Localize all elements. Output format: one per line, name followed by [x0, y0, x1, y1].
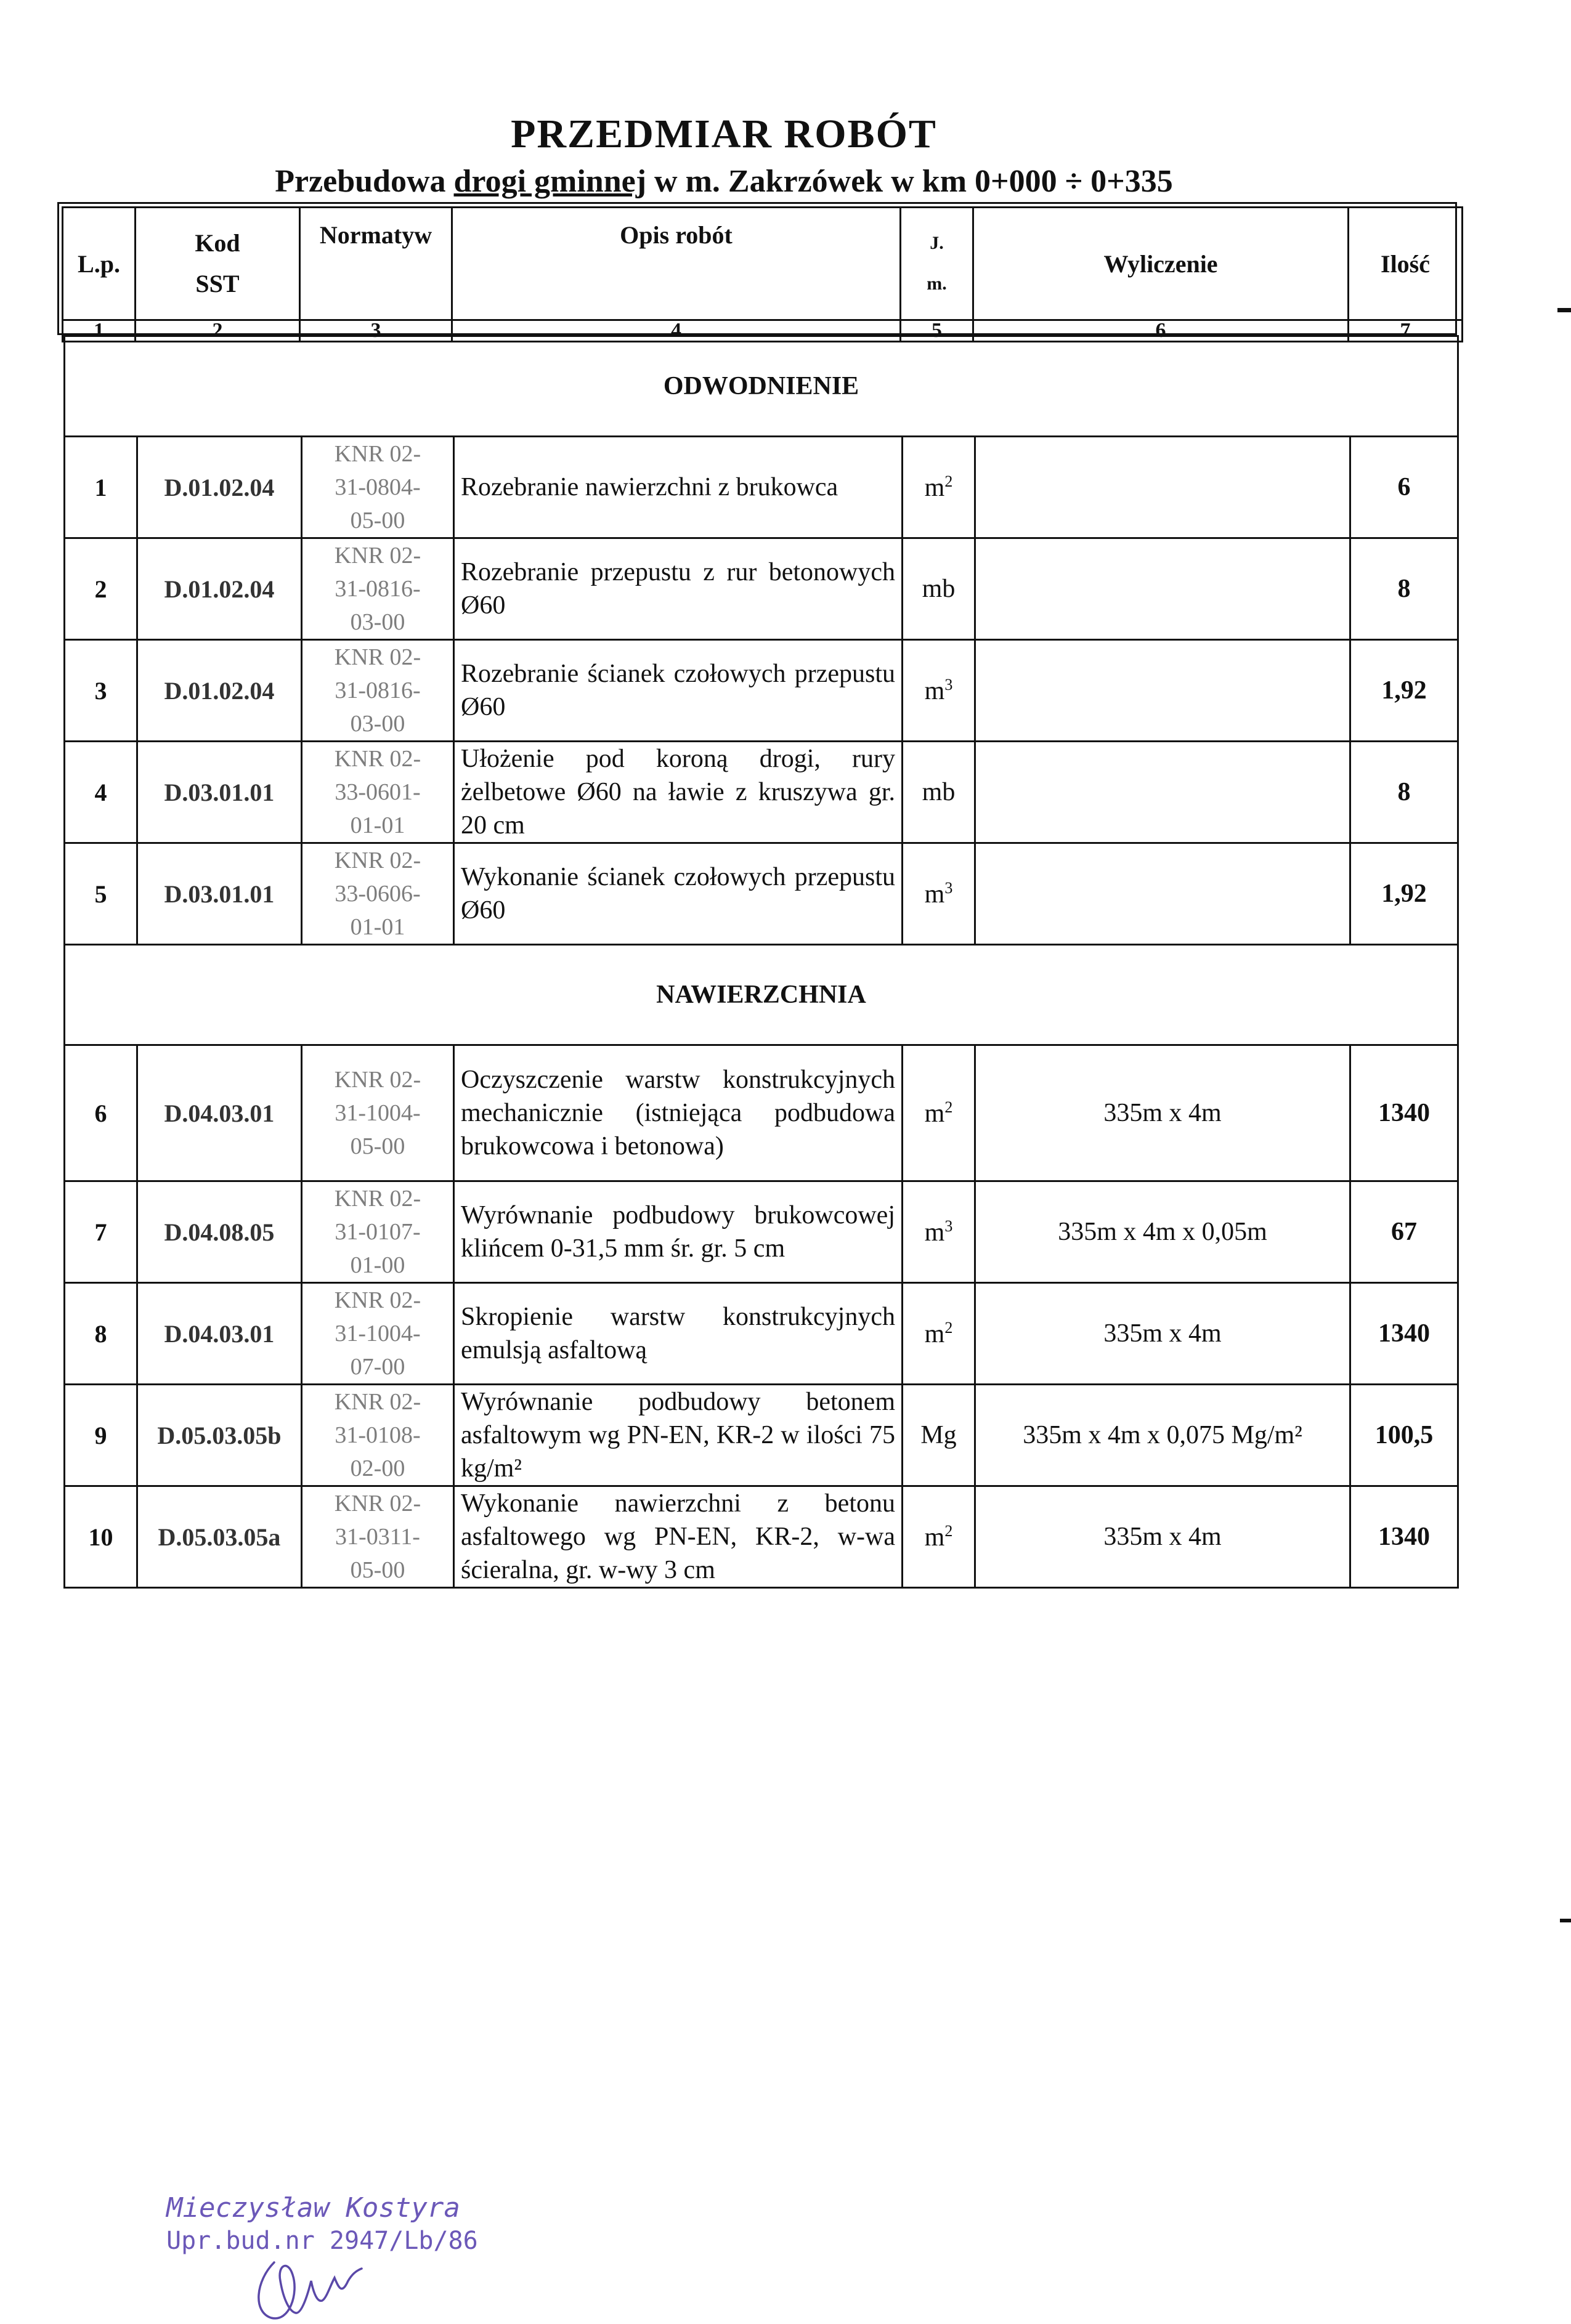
row-wyliczenie: 335m x 4m x 0,075 Mg/m²	[975, 1385, 1350, 1486]
header-ilosc: Ilość	[1349, 208, 1463, 320]
row-normatyw	[302, 742, 454, 843]
row-ilosc: 1,92	[1350, 640, 1458, 742]
row-ilosc: 8	[1350, 742, 1458, 843]
table-row	[65, 437, 1458, 538]
row-lp: 5	[65, 843, 137, 945]
table-header	[57, 202, 1457, 342]
row-jm	[903, 538, 975, 640]
header-wyliczenie: Wyliczenie	[973, 208, 1349, 320]
row-lp: 1	[65, 437, 137, 538]
row-opis: Skropienie warstw konstrukcyjnych emulsją asfaltową	[454, 1283, 903, 1385]
jm-unit: m	[924, 1099, 945, 1128]
row-wyliczenie: 335m x 4m	[975, 1283, 1350, 1385]
normatyw-line: KNR 02-	[334, 746, 421, 772]
normatyw-line: KNR 02-	[334, 1491, 421, 1516]
row-normatyw	[302, 538, 454, 640]
jm-unit: m	[924, 880, 945, 909]
jm-exponent: 3	[944, 675, 953, 694]
row-lp: 8	[65, 1283, 137, 1385]
section-row	[65, 336, 1458, 437]
header-kod	[136, 208, 300, 320]
normatyw-line: 03-00	[350, 711, 405, 737]
row-jm	[903, 1283, 975, 1385]
normatyw-line: 33-0601-	[335, 779, 421, 805]
row-lp: 6	[65, 1045, 137, 1181]
normatyw-line: KNR 02-	[334, 1186, 421, 1212]
normatyw-line: KNR 02-	[334, 1067, 421, 1093]
normatyw-line: 33-0606-	[335, 881, 421, 907]
normatyw-line: KNR 02-	[334, 644, 421, 670]
table-row	[65, 1385, 1458, 1486]
row-ilosc: 1,92	[1350, 843, 1458, 945]
row-wyliczenie	[975, 437, 1350, 538]
normatyw-line: 31-1004-	[335, 1100, 421, 1126]
edge-mark	[1560, 1919, 1571, 1922]
row-lp: 3	[65, 640, 137, 742]
row-lp: 7	[65, 1181, 137, 1283]
header-jm-line1: J.	[930, 233, 944, 253]
jm-unit: Mg	[920, 1421, 957, 1449]
section-title: ODWODNIENIE	[65, 336, 1458, 437]
row-wyliczenie	[975, 843, 1350, 945]
jm-exponent: 2	[944, 1098, 953, 1116]
table-row	[65, 1045, 1458, 1181]
row-wyliczenie	[975, 640, 1350, 742]
normatyw-line: 31-0816-	[335, 678, 421, 703]
row-jm	[903, 1486, 975, 1588]
subtitle-suffix: w m. Zakrzówek w km 0+000 ÷ 0+335	[646, 164, 1173, 199]
header-jm-line2: m.	[927, 273, 947, 294]
row-ilosc: 67	[1350, 1181, 1458, 1283]
row-opis: Rozebranie nawierzchni z brukowca	[454, 437, 903, 538]
header-number: 7	[1349, 320, 1463, 342]
row-normatyw	[302, 1181, 454, 1283]
normatyw-line: 31-0311-	[335, 1524, 420, 1550]
header-number: 6	[973, 320, 1349, 342]
row-kod-sst: D.05.03.05a	[137, 1486, 302, 1588]
row-kod-sst: D.04.08.05	[137, 1181, 302, 1283]
row-jm	[903, 640, 975, 742]
row-kod-sst: D.04.03.01	[137, 1283, 302, 1385]
table-row	[65, 1181, 1458, 1283]
row-lp: 2	[65, 538, 137, 640]
jm-exponent: 3	[944, 878, 953, 897]
table-row	[65, 538, 1458, 640]
row-normatyw	[302, 437, 454, 538]
jm-unit: m	[924, 1523, 945, 1552]
jm-exponent: 2	[944, 1521, 953, 1540]
row-wyliczenie: 335m x 4m x 0,05m	[975, 1181, 1350, 1283]
normatyw-line: 05-00	[350, 1557, 405, 1583]
normatyw-line: KNR 02-	[334, 1389, 421, 1415]
header-number: 2	[136, 320, 300, 342]
row-normatyw	[302, 1385, 454, 1486]
normatyw-line: 01-00	[350, 1252, 405, 1278]
page-subtitle	[0, 163, 1448, 200]
row-normatyw	[302, 1486, 454, 1588]
page-title: PRZEDMIAR ROBÓT	[511, 111, 937, 156]
normatyw-line: 31-1004-	[335, 1321, 421, 1346]
jm-unit: mb	[922, 575, 956, 603]
normatyw-line: 02-00	[350, 1456, 405, 1481]
row-opis: Wykonanie ścianek czołowych przepustu Ø60	[454, 843, 903, 945]
signature-mark	[250, 2244, 367, 2324]
row-normatyw	[302, 640, 454, 742]
row-ilosc: 1340	[1350, 1283, 1458, 1385]
row-opis: Oczyszczenie warstw konstrukcyjnych mechanicznie (istniejąca podbudowa brukowcowa i betonowa)	[454, 1045, 903, 1181]
row-kod-sst: D.03.01.01	[137, 843, 302, 945]
header-table	[62, 206, 1463, 342]
table-row	[65, 640, 1458, 742]
stamp-license: Upr.bud.nr 2947/Lb/86	[166, 2227, 478, 2255]
normatyw-line: 31-0108-	[335, 1422, 421, 1448]
jm-unit: mb	[922, 778, 956, 806]
row-wyliczenie	[975, 742, 1350, 843]
jm-exponent: 2	[944, 472, 953, 490]
section-row	[65, 945, 1458, 1045]
header-normatyw: Normatyw	[300, 208, 452, 320]
section-title: NAWIERZCHNIA	[65, 945, 1458, 1045]
row-ilosc: 8	[1350, 538, 1458, 640]
jm-exponent: 3	[944, 1217, 953, 1235]
header-number: 5	[901, 320, 973, 342]
row-ilosc: 1340	[1350, 1045, 1458, 1181]
row-wyliczenie	[975, 538, 1350, 640]
edge-mark	[1557, 308, 1571, 312]
normatyw-line: KNR 02-	[334, 1287, 421, 1313]
header-kod-line1: Kod	[195, 229, 240, 257]
normatyw-line: 01-01	[350, 812, 405, 838]
row-ilosc: 1340	[1350, 1486, 1458, 1588]
jm-exponent: 2	[944, 1318, 953, 1337]
row-normatyw	[302, 1283, 454, 1385]
row-jm	[903, 1181, 975, 1283]
row-kod-sst: D.01.02.04	[137, 437, 302, 538]
row-kod-sst: D.03.01.01	[137, 742, 302, 843]
table-row	[65, 1486, 1458, 1588]
stamp-name: Mieczysław Kostyra	[166, 2192, 460, 2224]
normatyw-line: 05-00	[350, 508, 405, 533]
row-kod-sst: D.04.03.01	[137, 1045, 302, 1181]
row-opis: Ułożenie pod koroną drogi, rury żelbetowe Ø60 na ławie z kruszywa gr. 20 cm	[454, 742, 903, 843]
normatyw-line: KNR 02-	[334, 848, 421, 873]
normatyw-line: 31-0816-	[335, 576, 421, 602]
row-jm	[903, 437, 975, 538]
table-row	[65, 843, 1458, 945]
row-jm	[903, 1045, 975, 1181]
items-table-body	[65, 336, 1458, 1588]
row-jm	[903, 1385, 975, 1486]
jm-unit: m	[924, 1319, 945, 1348]
row-kod-sst: D.01.02.04	[137, 640, 302, 742]
row-jm	[903, 843, 975, 945]
header-kod-line2: SST	[195, 270, 240, 298]
row-opis: Wyrównanie podbudowy brukowcowej klińcem 0-31,5 mm śr. gr. 5 cm	[454, 1181, 903, 1283]
row-normatyw	[302, 1045, 454, 1181]
header-number: 3	[300, 320, 452, 342]
normatyw-line: 31-0804-	[335, 474, 421, 500]
table-row	[65, 1283, 1458, 1385]
row-opis: Rozebranie przepustu z rur betonowych Ø60	[454, 538, 903, 640]
items-table	[63, 335, 1459, 1589]
row-jm	[903, 742, 975, 843]
subtitle-prefix: Przebudowa	[275, 164, 454, 199]
header-number: 4	[452, 320, 901, 342]
row-kod-sst: D.05.03.05b	[137, 1385, 302, 1486]
row-normatyw	[302, 843, 454, 945]
row-ilosc: 100,5	[1350, 1385, 1458, 1486]
subtitle-underlined: drogi gminnej	[453, 164, 647, 199]
normatyw-line: KNR 02-	[334, 543, 421, 569]
row-wyliczenie: 335m x 4m	[975, 1486, 1350, 1588]
row-lp: 4	[65, 742, 137, 843]
normatyw-line: 31-0107-	[335, 1219, 421, 1245]
normatyw-line: 01-01	[350, 914, 405, 940]
row-opis: Rozebranie ścianek czołowych przepustu Ø60	[454, 640, 903, 742]
header-jm	[901, 208, 973, 320]
row-wyliczenie: 335m x 4m	[975, 1045, 1350, 1181]
normatyw-line: 05-00	[350, 1133, 405, 1159]
jm-unit: m	[924, 473, 945, 502]
jm-unit: m	[924, 1218, 945, 1247]
row-opis: Wyrównanie podbudowy betonem asfaltowym wg PN-EN, KR-2 w ilości 75 kg/m²	[454, 1385, 903, 1486]
row-lp: 9	[65, 1385, 137, 1486]
jm-unit: m	[924, 676, 945, 705]
row-kod-sst: D.01.02.04	[137, 538, 302, 640]
header-lp: L.p.	[63, 208, 136, 320]
header-opis: Opis robót	[452, 208, 901, 320]
header-number: 1	[63, 320, 136, 342]
row-lp: 10	[65, 1486, 137, 1588]
normatyw-line: 07-00	[350, 1354, 405, 1380]
table-row	[65, 742, 1458, 843]
normatyw-line: KNR 02-	[334, 441, 421, 467]
row-opis: Wykonanie nawierzchni z betonu asfaltowego wg PN-EN, KR-2, w-wa ścieralna, gr. w-wy 3 cm	[454, 1486, 903, 1588]
normatyw-line: 03-00	[350, 609, 405, 635]
row-ilosc: 6	[1350, 437, 1458, 538]
